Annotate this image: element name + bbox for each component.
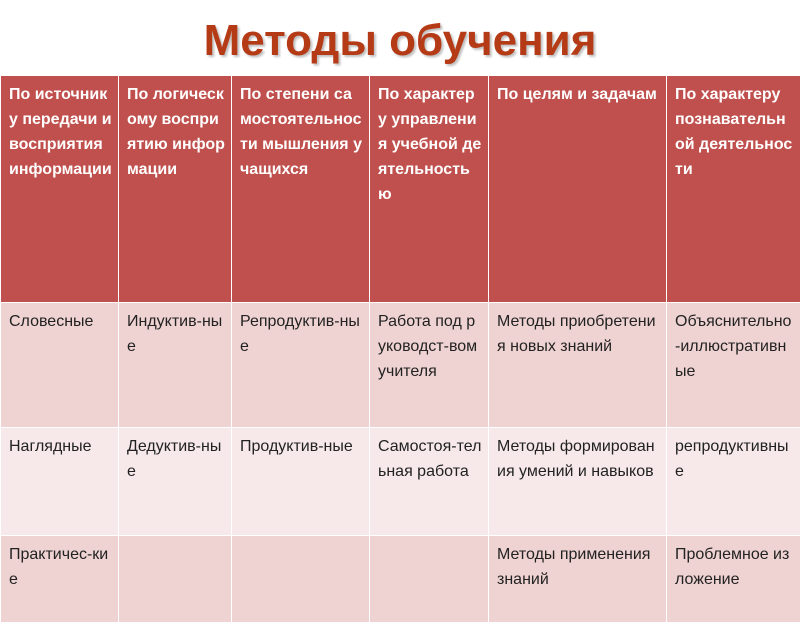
table-cell: Объяснительно-иллюстративные	[667, 303, 800, 428]
table-cell: Наглядные	[1, 428, 119, 536]
table-cell: Индуктив-ные	[119, 303, 232, 428]
table-cell: Практичес-кие	[1, 536, 119, 623]
table-cell: Методы приобретения новых знаний	[489, 303, 667, 428]
table-cell	[119, 536, 232, 623]
slide-title: Методы обучения	[0, 10, 800, 72]
table-row	[1, 428, 800, 536]
header-management: По характеру управления учебной деятельностью	[370, 76, 489, 303]
table-cell: Дедуктив-ные	[119, 428, 232, 536]
table-cell: Продуктив-ные	[232, 428, 370, 536]
header-logic: По логическому восприятию информации	[119, 76, 232, 303]
table-cell: Методы применения знаний	[489, 536, 667, 623]
table-cell	[232, 536, 370, 623]
table-cell: Словесные	[1, 303, 119, 428]
table-cell: Проблемное изложение	[667, 536, 800, 623]
methods-table	[0, 75, 800, 623]
table-row	[1, 303, 800, 428]
table-cell: Работа под руководст-вом учителя	[370, 303, 489, 428]
header-goals: По целям и задачам	[489, 76, 667, 303]
table-cell: репродуктивные	[667, 428, 800, 536]
header-cognitive: По характеру познавательной деятельности	[667, 76, 800, 303]
table-cell: Самостоя-тельная работа	[370, 428, 489, 536]
header-source: По источнику передачи и восприятия информации	[1, 76, 119, 303]
table-cell: Методы формирования умений и навыков	[489, 428, 667, 536]
header-independence: По степени самостоятельности мышления учащихся	[232, 76, 370, 303]
table-cell: Репродуктив-ные	[232, 303, 370, 428]
table-cell	[370, 536, 489, 623]
table-row	[1, 536, 800, 623]
table-header-row	[1, 76, 800, 303]
